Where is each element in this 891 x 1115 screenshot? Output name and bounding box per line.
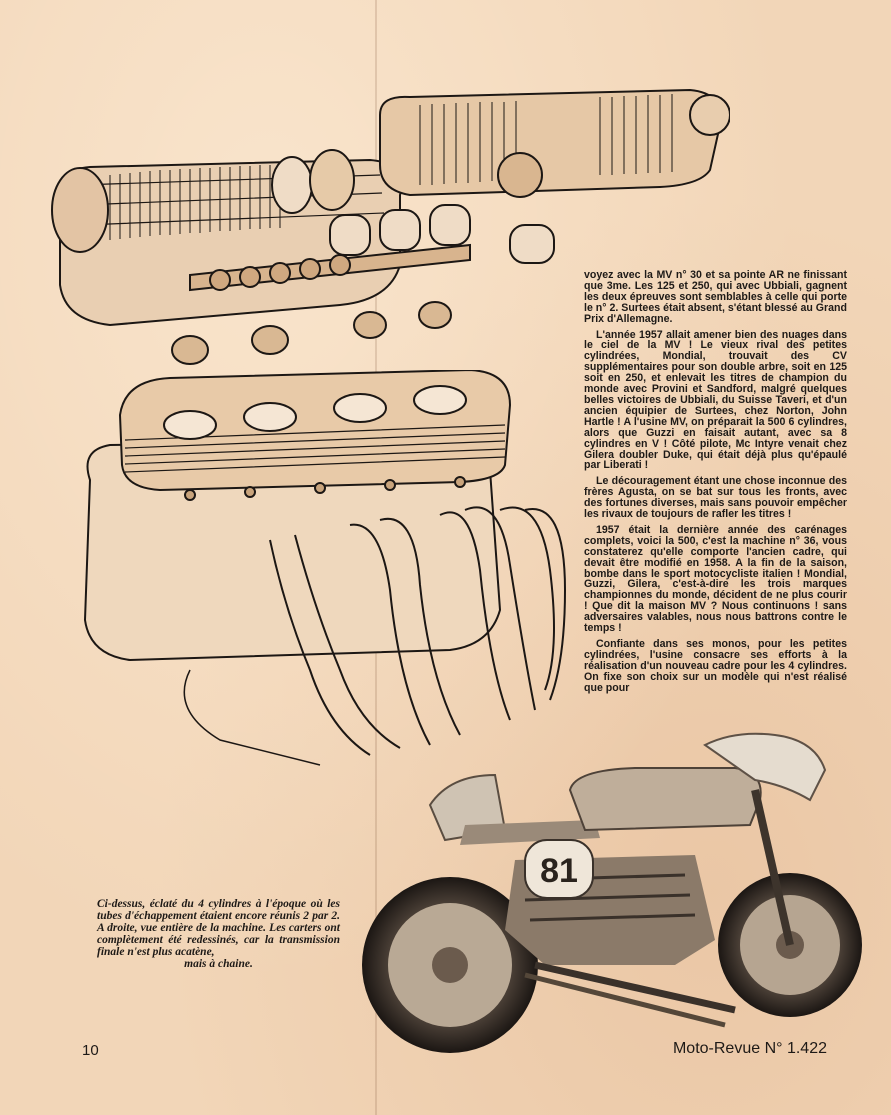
article-paragraph: Le découragement étant une chose inconnue des frères Agusta, on se bat sur tous les fronts, avec des fortunes diverses, mais sans pouvoir empêcher les rivaux de toujours de rafler les titres ! (584, 475, 847, 521)
article-paragraph: voyez avec la MV n° 30 et sa pointe AR ne finissant que 3me. Les 125 et 250, qui avec Ubbiali, gagnent les deux épreuves sont semblables à celle qui porte le n° 2. Surtees était absent, s'étant blessé au Grand Prix d'Allemagne. (584, 269, 847, 325)
exhaust-port-2 (252, 326, 288, 354)
cylinder-bore-1 (164, 411, 216, 439)
race-number: 81 (540, 852, 578, 890)
caption-last-line: mais à chaine. (184, 958, 253, 970)
fuel-tank (570, 768, 761, 830)
cylinder-bore-2 (244, 403, 296, 431)
cylinder-bore-3 (334, 394, 386, 422)
cam-housing (380, 90, 721, 195)
article-paragraph: L'année 1957 allait amener bien des nuages dans le ciel de la MV ! Le vieux rival des petites cylindrées, Mondial, trouvait des CV supplémentaires pour son double arbre, soit en 125 soit en 250, et enlevait les titres de champion du monde avec Provini et Sandford, malgré quelques belles victoires de Ubbiali, du Suisse Taveri, et d'un ancien équipier de Surtees, chez Norton, John Hartle ! A l'usine MV, on préparait la 500 6 cylindres, alors que Guzzi en faisait autant, avec sa 8 cylindres en V ! Côté pilote, Mc Intyre venait chez Gilera doubler Duke, qui était déjà plus qu'épaulé par Liberati ! (584, 328, 847, 472)
article-column (584, 270, 847, 699)
exhaust-port-3 (354, 312, 386, 338)
page-number: 10 (82, 1042, 99, 1059)
assembled-engine-illustration (70, 370, 570, 790)
article-paragraph: 1957 était la dernière année des carénages complets, voici la 500, c'est la machine n° 36, vous constaterez qu'elle comporte l'ancien cadre, qui devait être modifié en 1958. A la fin de la saison, bombe dans le sport motocycliste italien ! Mondial, Guzzi, Gilera, c'est-à-dire les trois marques championnes du monde, décident de ne plus courir ! Que dit la maison MV ? Nous continuons ! sans adversaires valables, nous nous battrons contre le temps ! (584, 523, 847, 635)
magazine-issue: Moto-Revue N° 1.422 (672, 1040, 827, 1057)
caption-text: Ci-dessus, éclaté du 4 cylindres à l'époque où les tubes d'échappement étaient encore réunis 2 par 2. A droite, vue entière de la machine. Les carters ont complètement été redessinés, car la transmission finale n'est plus acatène, (97, 898, 340, 958)
illustration-caption (97, 898, 340, 970)
exhaust-port-1 (172, 336, 208, 364)
bearing-1 (272, 157, 312, 213)
motorcycle-photo (355, 730, 875, 1065)
bearing-2 (310, 150, 354, 210)
cylinder-bore-4 (414, 386, 466, 414)
article-paragraph: Confiante dans ses monos, pour les petites cylindrées, l'usine consacre ses efforts à la réalisation d'un nouveau cadre pour les 4 cylindres. On fixe son choix sur un modèle qui n'est réalisé que pour (584, 638, 847, 694)
cam-gear (498, 153, 542, 197)
exhaust-port-4 (419, 302, 451, 328)
